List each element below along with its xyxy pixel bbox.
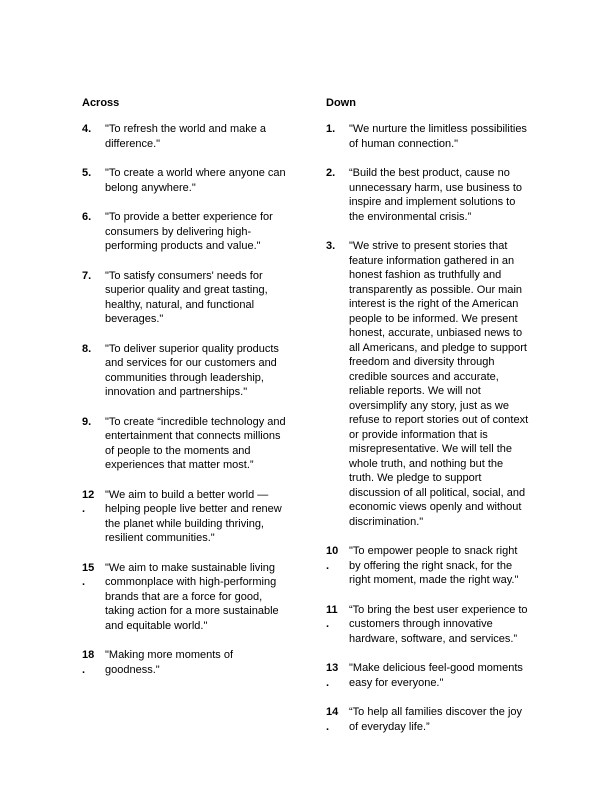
down-clue [326,705,531,734]
clue-text: “Build the best product, cause no unnecessary harm, use business to inspire and implement solutions to the environmental crisis.” [349,167,523,223]
clue-text: “To help all families discover the joy of everyday life.” [349,706,523,733]
clue-number: 1. [326,123,336,135]
down-clue [326,661,531,690]
clue-text: "We strive to present stories that feature information gathered in an honest fashion as truthfully and transparently as possible. Our main interest is the right of the American people to be informed. We present honest, accurate, unbiased news to all Americans, and pledge to support freedom and diversity through credible sources and accurate, reliable reports. We will not oversimplify any story, just as we refuse to report stories out of context or provide information that is misrepresentative. We will tell the whole truth, and nothing but the truth. We pledge to support discussion of all political, social, and economic views openly and without discrimination." [349,240,529,528]
clue-text: "To provide a better experience for consumers by delivering high-performing products and value." [105,211,273,252]
across-heading: Across [82,97,120,109]
clue-text: "Make delicious feel-good moments easy for everyone." [349,662,523,689]
clue-number: 7. [82,269,92,282]
clue-text: "To empower people to snack right by offering the right snack, for the right moment, made the right way." [349,545,519,586]
clue-number: 9. [82,415,92,428]
across-clue [82,488,287,546]
across-clue [82,415,287,473]
down-clue [326,122,531,151]
clue-number: 8. [82,342,92,355]
clue-text: "We nurture the limitless possibilities of human connection." [349,123,527,150]
clue-number: 6. [82,211,92,223]
across-clue [82,210,287,254]
clue-number: 3. [326,240,336,252]
clue-number: 4. [82,123,92,135]
clue-text: "Making more moments of goodness." [105,649,234,676]
clue-number: 5. [82,167,92,179]
clue-number: 12. [82,488,95,515]
across-clue [82,648,287,677]
clue-text: "To refresh the world and make a difference." [105,123,267,150]
clue-number: 13. [326,662,339,689]
clue-number: 2. [326,167,336,179]
clue-number: 15. [82,561,95,588]
down-clue [326,166,531,224]
clue-number: 10. [326,545,339,572]
down-clue [326,239,531,529]
clue-number: 18. [82,649,95,676]
clue-text: "To create a world where anyone can belong anywhere." [105,167,286,194]
clue-number: 14. [326,706,339,733]
down-column [326,96,531,749]
clue-text: "We aim to make sustainable living commonplace with high-performing brands that are a force for good, taking action for a more sustainable and equitable world." [105,561,279,632]
across-clue [82,269,287,327]
down-clue [326,603,531,647]
clue-text: "To satisfy consumers' needs for superior quality and great tasting, healthy, natural, and functional beverages." [105,269,268,325]
across-clue [82,342,287,400]
down-heading: Down [326,97,356,109]
across-clue [82,166,287,195]
across-column [82,96,287,692]
across-clue [82,122,287,151]
clue-text: "To create “incredible technology and entertainment that connects millions of people to the moments and experiences that matter most.” [105,415,286,471]
down-clue [326,544,531,588]
clue-text: “To bring the best user experience to customers through innovative hardware, software, and services.” [349,603,528,645]
across-clue [82,561,287,634]
clue-text: "We aim to build a better world — helping people live better and renew the planet while building thriving, resilient communities." [105,488,282,544]
clue-number: 11. [326,603,338,630]
clue-text: "To deliver superior quality products and services for our customers and communities through leadership, innovation and partnerships." [105,342,279,398]
